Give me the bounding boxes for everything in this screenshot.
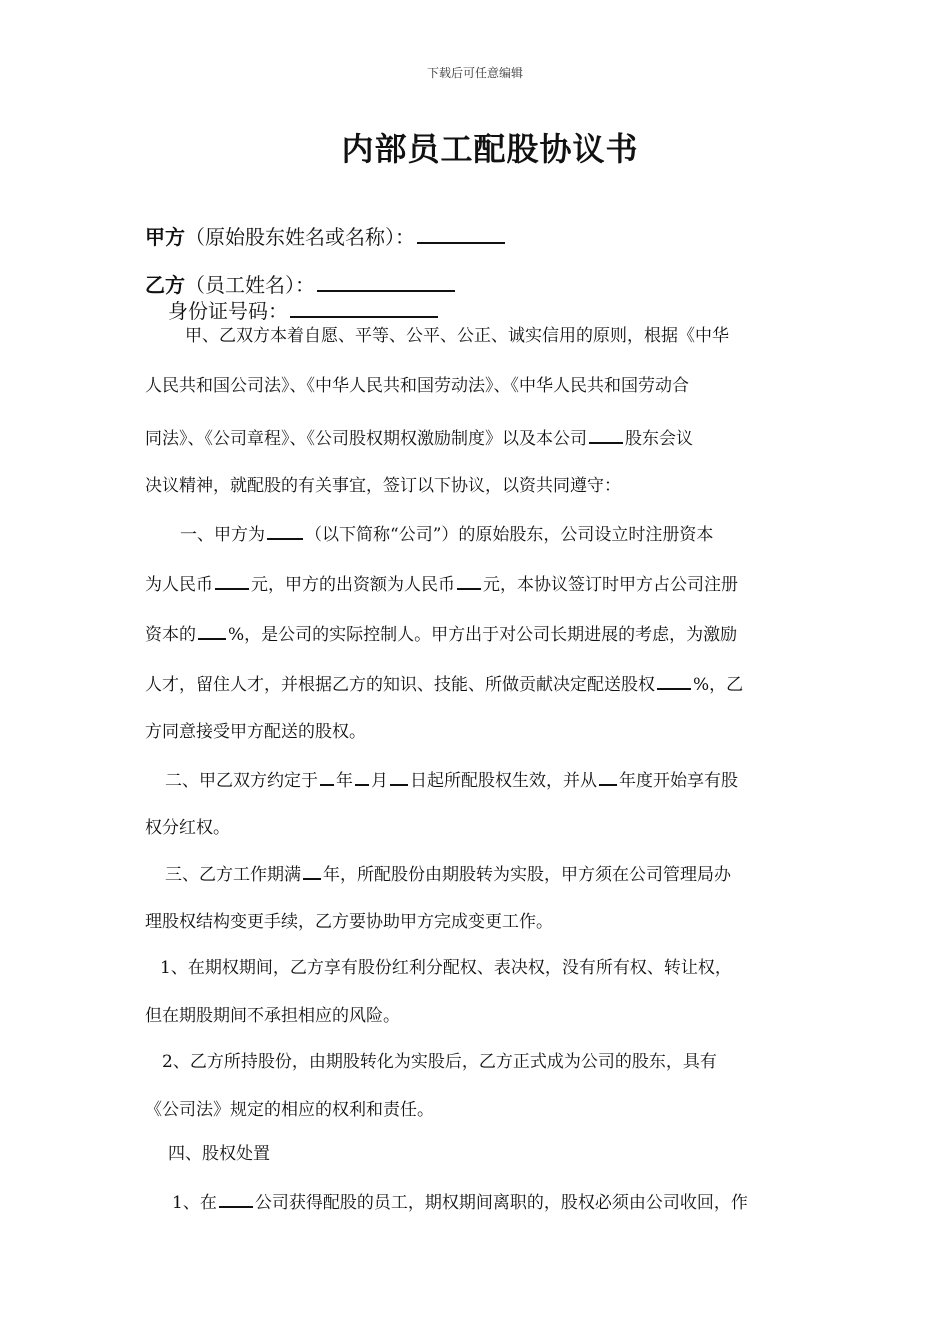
clause-4-1-line-1	[172, 1188, 837, 1215]
body-text: 元，本协议签订时甲方占公司注册	[483, 575, 738, 595]
clause-3-line-1	[165, 860, 830, 887]
id-blank[interactable]	[290, 298, 438, 318]
company-blank[interactable]	[267, 520, 303, 540]
body-text: 同法》、《公司章程》、《公司股权期权激励制度》以及本公司	[145, 429, 587, 449]
id-label: 身份证号码：	[168, 299, 288, 323]
clause-3-line-2	[145, 910, 810, 934]
body-text: 为人民币	[145, 575, 213, 595]
body-text: 人民共和国公司法》、《中华人民共和国劳动法》、《中华人民共和国劳动合	[145, 376, 689, 396]
body-text: 资本的	[145, 625, 196, 645]
year-blank[interactable]	[320, 766, 334, 786]
capital-blank[interactable]	[215, 570, 249, 590]
clause-3-1-line-2	[145, 1004, 810, 1028]
party-a-desc: （原始股东姓名或名称）：	[185, 225, 415, 249]
body-line-1	[185, 324, 850, 348]
clause-3-2-line-2	[145, 1098, 810, 1122]
body-text: 年，所配股份由期股转为实股，甲方须在公司管理局办	[323, 865, 731, 885]
body-text: %，是公司的实际控制人。甲方出于对公司长期进展的考虑，为激励	[228, 625, 738, 645]
section-heading: 四、股权处置	[168, 1144, 270, 1164]
body-text: 人才，留住人才，并根据乙方的知识、技能、所做贡献决定配送股权	[145, 675, 655, 695]
term-years-blank[interactable]	[303, 860, 321, 880]
party-a-label: 甲方	[145, 225, 185, 249]
body-text: 二、甲乙双方约定于	[165, 771, 318, 791]
header-note: 下载后可任意编辑	[426, 66, 523, 80]
clause-3-2-line-1	[162, 1050, 827, 1074]
body-line-2	[145, 374, 810, 398]
body-text: 一、甲方为	[180, 525, 265, 545]
party-b-blank[interactable]	[317, 272, 455, 292]
day-blank[interactable]	[390, 766, 408, 786]
body-text: 甲、乙双方本着自愿、平等、公平、公正、诚实信用的原则，根据《中华	[185, 326, 729, 346]
body-text: 元，甲方的出资额为人民币	[251, 575, 455, 595]
body-text: （以下简称“公司”）的原始股东，公司设立时注册资本	[305, 525, 714, 545]
clause-2-line-2	[145, 816, 810, 840]
body-text: 决议精神，就配股的有关事宜，签订以下协议，以资共同遵守：	[145, 476, 621, 496]
clause-1-line-1	[180, 520, 845, 547]
party-b-line	[145, 272, 810, 297]
clause-1-line-5	[145, 720, 810, 744]
party-a-blank[interactable]	[417, 224, 505, 244]
company-name-blank[interactable]	[219, 1188, 253, 1208]
dividend-year-blank[interactable]	[599, 766, 617, 786]
body-text: 1、在期权期间，乙方享有股份红利分配权、表决权，没有所有权、转让权，	[160, 958, 732, 978]
clause-3-1-line-1	[160, 956, 825, 980]
party-b-desc: （员工姓名）：	[185, 273, 315, 297]
id-line	[168, 298, 833, 323]
body-text: 年	[336, 771, 353, 791]
share-percent-blank[interactable]	[657, 670, 691, 690]
clause-1-line-4	[145, 670, 810, 697]
meeting-blank[interactable]	[589, 424, 623, 444]
clause-1-line-2	[145, 570, 810, 597]
clause-4-heading	[168, 1142, 833, 1166]
body-text: 2、乙方所持股份，由期股转化为实股后，乙方正式成为公司的股东，具有	[162, 1052, 717, 1072]
body-text: 三、乙方工作期满	[165, 865, 301, 885]
party-b-label: 乙方	[145, 273, 185, 297]
body-line-3	[145, 424, 810, 451]
body-text: 公司获得配股的员工，期权期间离职的，股权必须由公司收回，作	[254, 1193, 748, 1213]
body-text: 理股权结构变更手续，乙方要协助甲方完成变更工作。	[145, 912, 553, 932]
body-text: 1、在	[172, 1193, 217, 1213]
body-text: 日起所配股权生效，并从	[410, 771, 597, 791]
body-line-4	[145, 474, 810, 498]
body-text: 月	[371, 771, 388, 791]
clause-2-line-1	[165, 766, 830, 793]
body-text: 权分红权。	[145, 818, 230, 838]
body-text: %，乙	[693, 675, 744, 695]
body-text: 《公司法》规定的相应的权利和责任。	[145, 1100, 434, 1120]
body-text: 股东会议	[625, 429, 693, 449]
body-text: 年度开始享有股	[619, 771, 738, 791]
clause-1-line-3	[145, 620, 810, 647]
month-blank[interactable]	[355, 766, 369, 786]
contribution-blank[interactable]	[457, 570, 481, 590]
body-text: 但在期股期间不承担相应的风险。	[145, 1006, 400, 1026]
document-title: 内部员工配股协议书	[341, 130, 639, 168]
body-text: 方同意接受甲方配送的股权。	[145, 722, 366, 742]
percent-blank[interactable]	[198, 620, 226, 640]
party-a-line	[145, 224, 810, 249]
